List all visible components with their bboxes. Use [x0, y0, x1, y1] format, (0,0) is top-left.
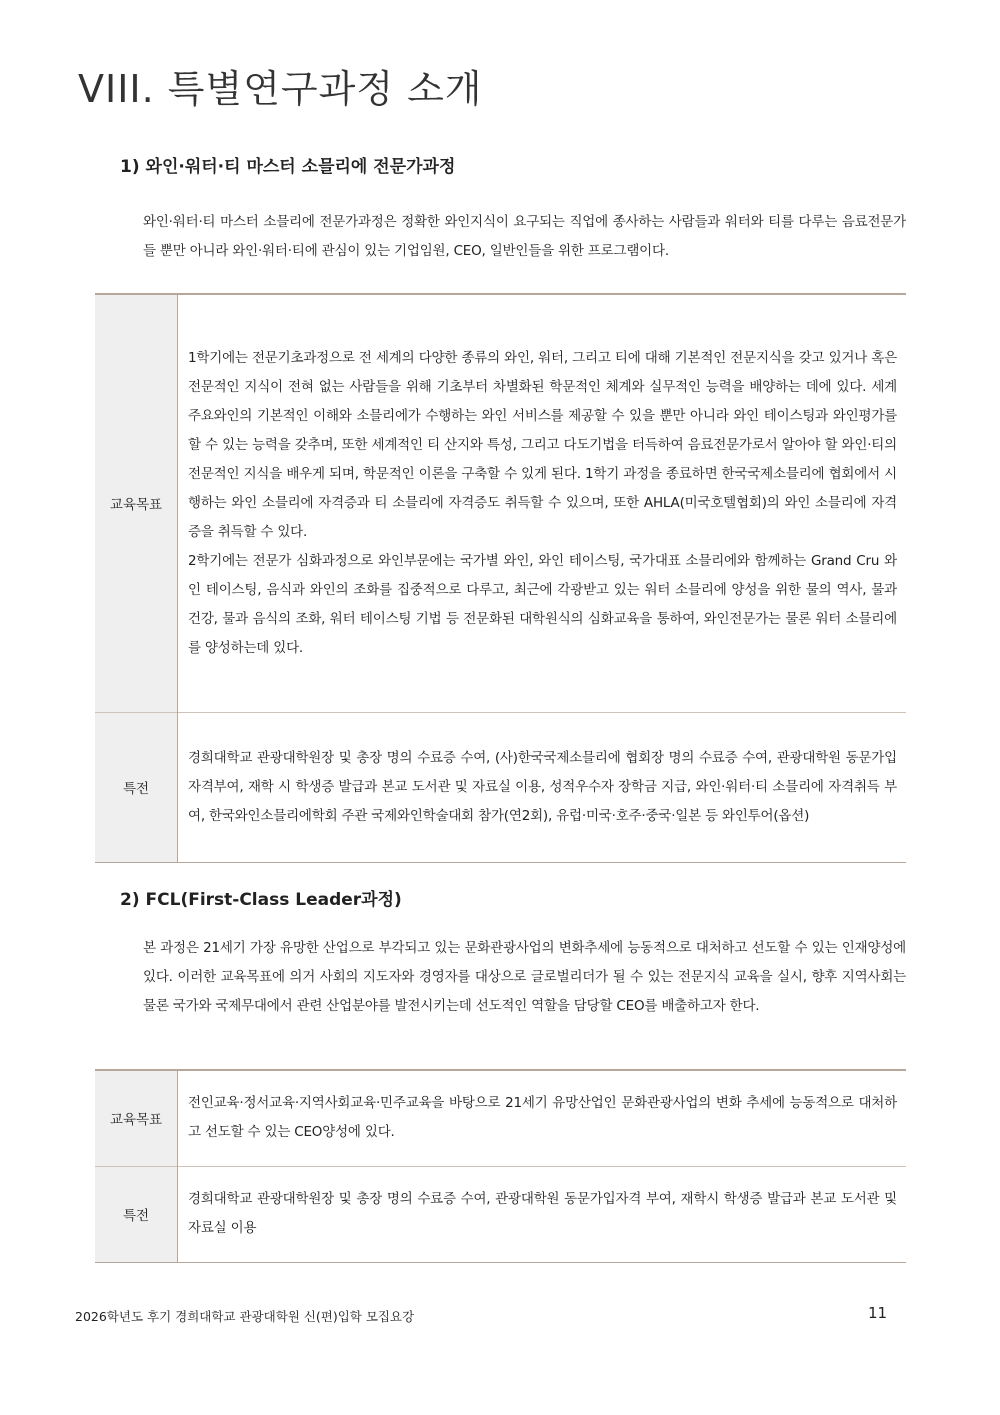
table-row-benefits	[95, 712, 906, 862]
row-content	[178, 712, 907, 862]
content-paragraph: 경희대학교 관광대학원장 및 총장 명의 수료증 수여, 관광대학원 동문가입자격 부여, 재학시 학생증 발급과 본교 도서관 및 자료실 이용	[188, 1191, 897, 1236]
table-row-education-goal	[95, 1070, 906, 1166]
row-content	[178, 1166, 907, 1262]
page-title: VIII. 특별연구과정 소개	[78, 67, 483, 111]
footer-text: 2026학년도 후기 경희대학교 관광대학원 신(편)입학 모집요강	[75, 1309, 415, 1324]
section-heading-fcl: 2) FCL(First-Class Leader과정)	[120, 890, 402, 910]
row-label: 교육목표	[95, 1070, 178, 1166]
row-label: 특전	[95, 1166, 178, 1262]
content-paragraph: 2학기에는 전문가 심화과정으로 와인부문에는 국가별 와인, 와인 테이스팅, 국가대표 소믈리에와 함께하는 Grand Cru 와인 테이스팅, 음식과 와인의 조화를 집중적으로 다루고, 최근에 각광받고 있는 워터 소믈리에 양성을 위한 물의 역사, 물과 건강, 물과 음식의 조화, 워터 테이스팅 기법 등 전문화된 대학원식의 심화교육을 통하여, 와인전문가는 물론 워터 소믈리에를 양성하는데 있다.	[188, 552, 897, 656]
page-number: 11	[868, 1304, 888, 1322]
row-content	[178, 1070, 907, 1166]
info-table-sommelier	[95, 293, 906, 863]
section-intro-fcl: 본 과정은 21세기 가장 유망한 산업으로 부각되고 있는 문화관광사업의 변화추세에 능동적으로 대처하고 선도할 수 있는 인재양성에 있다. 이러한 교육목표에 의거 사회의 지도자와 경영자를 대상으로 글로벌리더가 될 수 있는 전문지식 교육을 실시, 향후 지역사회는 물론 국가와 국제무대에서 관련 산업분야를 발전시키는데 선도적인 역할을 담당할 CEO를 배출하고자 한다.	[143, 940, 907, 1014]
row-content	[178, 294, 907, 712]
info-table-fcl	[95, 1069, 906, 1263]
table-row-education-goal	[95, 294, 906, 712]
content-paragraph: 경희대학교 관광대학원장 및 총장 명의 수료증 수여, (사)한국국제소믈리에 협회장 명의 수료증 수여, 관광대학원 동문가입 자격부여, 재학 시 학생증 발급과 본교 도서관 및 자료실 이용, 성적우수자 장학금 지급, 와인·워터·티 소믈리에 자격취득 부여, 한국와인소믈리에학회 주관 국제와인학술대회 참가(연2회), 유럽·미국·호주·중국·일본 등 와인투어(옵션)	[188, 749, 897, 824]
row-label: 교육목표	[95, 294, 178, 712]
row-label: 특전	[95, 712, 178, 862]
section-intro-sommelier: 와인·워터·티 마스터 소믈리에 전문가과정은 정확한 와인지식이 요구되는 직업에 종사하는 사람들과 워터와 티를 다루는 음료전문가들 뿐만 아니라 와인·워터·티에 관심이 있는 기업임원, CEO, 일반인들을 위한 프로그램이다.	[143, 214, 906, 259]
section-heading-sommelier: 1) 와인·워터·티 마스터 소믈리에 전문가과정	[120, 157, 456, 177]
table-row-benefits	[95, 1166, 906, 1262]
content-paragraph: 1학기에는 전문기초과정으로 전 세계의 다양한 종류의 와인, 워터, 그리고 티에 대해 기본적인 전문지식을 갖고 있거나 혹은 전문적인 지식이 전혀 없는 사람들을 위해 기초부터 차별화된 학문적인 체계와 실무적인 능력을 배양하는 데에 있다. 세계 주요와인의 기본적인 이해와 소믈리에가 수행하는 와인 서비스를 제공할 수 있을 뿐만 아니라 와인 테이스팅과 와인평가를 할 수 있는 능력을 갖추며, 또한 세계적인 티 산지와 특성, 그리고 다도기법을 터득하여 음료전문가로서 알아야 할 와인·티의 전문적인 지식을 배우게 되며, 학문적인 이론을 구축할 수 있게 된다. 1학기 과정을 종료하면 한국국제소믈리에 협회에서 시행하는 와인 소믈리에 자격증과 티 소믈리에 자격증도 취득할 수 있으며, 또한 AHLA(미국호텔협회)의 와인 소믈리에 자격증을 취득할 수 있다.	[188, 349, 897, 540]
content-paragraph: 전인교육·정서교육·지역사회교육·민주교육을 바탕으로 21세기 유망산업인 문화관광사업의 변화 추세에 능동적으로 대처하고 선도할 수 있는 CEO양성에 있다.	[188, 1095, 897, 1141]
